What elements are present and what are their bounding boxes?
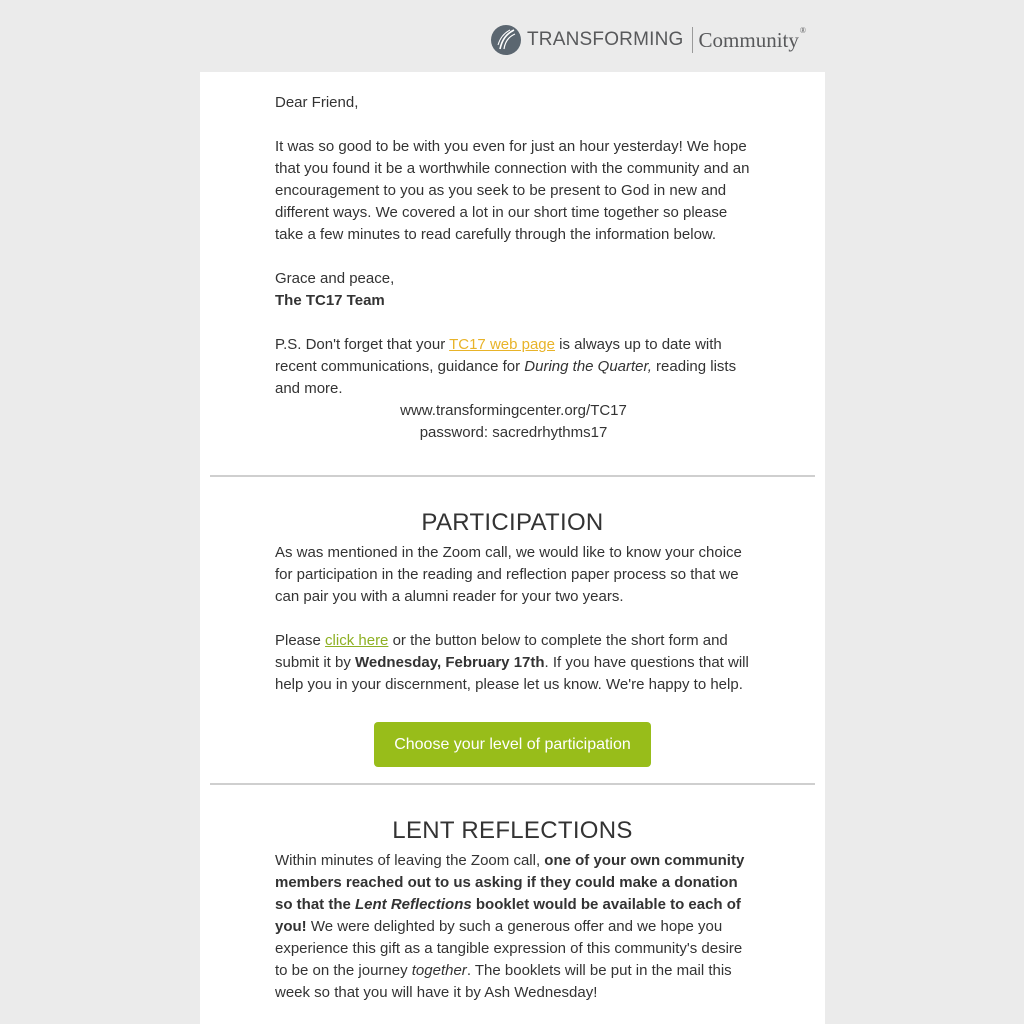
logo-separator xyxy=(692,27,693,53)
participation-instructions: Please click here or the button below to complete the short form and submit it by Wednesday, February 17th. If you have questions that will help you in your discernment, please let us know. We're happy to help. xyxy=(275,632,749,693)
choose-participation-button[interactable]: Choose your level of participation xyxy=(374,722,651,767)
website-url: www.transformingcenter.org/TC17 xyxy=(400,402,627,419)
registered-mark: ® xyxy=(799,25,806,35)
click-here-link[interactable]: click here xyxy=(325,632,389,649)
section-divider xyxy=(210,475,815,477)
tc17-web-page-link[interactable]: TC17 web page xyxy=(449,336,555,353)
transforming-community-logo[interactable] xyxy=(490,24,806,56)
participation-para: As was mentioned in the Zoom call, we would like to know your choice for participation in the reading and reflection paper process so that we can pair you with a alumni reader for your two years. xyxy=(275,544,742,605)
signature: The TC17 Team xyxy=(275,292,385,309)
intro-body: It was so good to be with you even for just an hour yesterday! We hope that you found it be a worthwhile connection with the community and an encouragement to you as you seek to be present to God in new and different ways. We covered a lot in our short time together so please take a few minutes to read carefully through the information below. xyxy=(275,138,750,243)
email-header xyxy=(0,0,1024,72)
signoff: Grace and peace, xyxy=(275,270,395,287)
lent-para: Within minutes of leaving the Zoom call, one of your own community members reached out to us asking if they could make a donation so that the Lent Reflections booklet would be available to each of you! We were delighted by such a generous offer and we hope you experience this gift as a tangible expression of this community's desire to be on the journey together. The booklets will be put in the mail this week so that you will have it by Ash Wednesday! xyxy=(275,852,745,1001)
leaf-logo-icon xyxy=(490,24,522,56)
website-password: password: sacredrhythms17 xyxy=(419,424,608,441)
logo-community: Community® xyxy=(698,25,806,52)
email-card xyxy=(200,72,825,1024)
logo-name: TRANSFORMING xyxy=(527,29,684,50)
greeting: Dear Friend, xyxy=(275,94,359,111)
section-divider xyxy=(210,783,815,785)
participation-section xyxy=(275,542,752,696)
lent-reflections-title: LENT REFLECTIONS xyxy=(392,817,633,844)
participation-title: PARTICIPATION xyxy=(421,509,604,536)
lent-section xyxy=(275,850,752,1004)
intro-section xyxy=(275,92,752,444)
postscript: P.S. Don't forget that your TC17 web page is always up to date with recent communications, guidance for During the Quarter, reading lists and more. xyxy=(275,336,737,397)
